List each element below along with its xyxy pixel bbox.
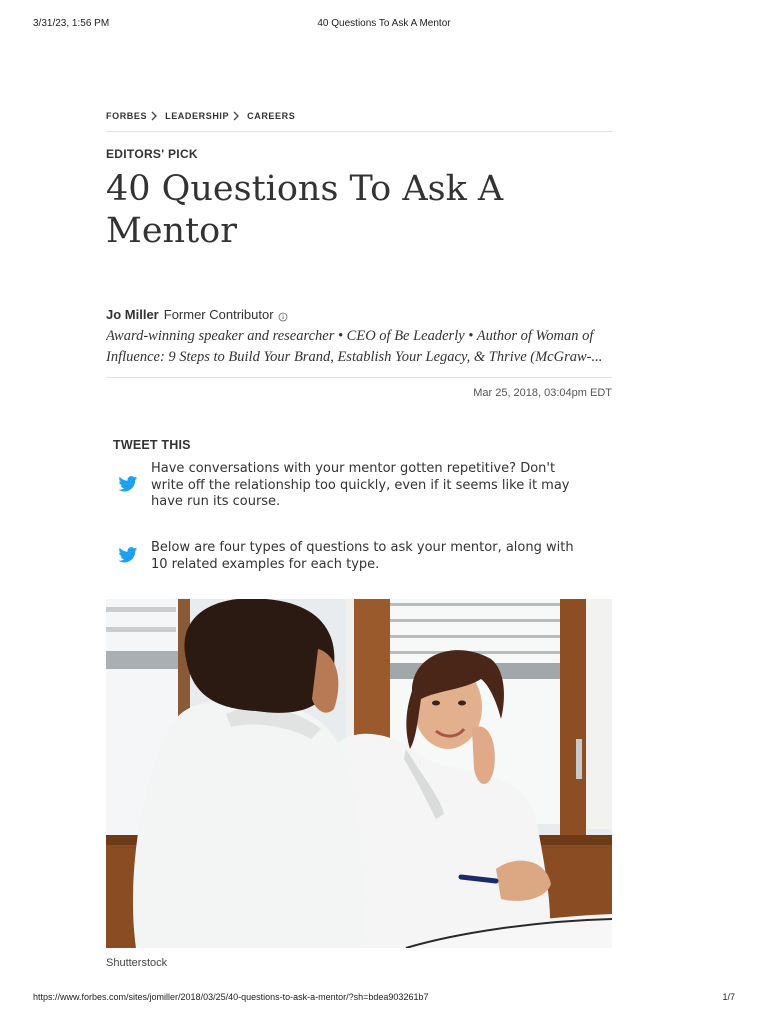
divider [106, 377, 612, 378]
divider [106, 131, 612, 132]
print-url: https://www.forbes.com/sites/jomiller/2018/03/25/40-questions-to-ask-a-mentor/?sh=bdea903261b7 [33, 992, 429, 1002]
byline [106, 307, 288, 322]
chevron-right-icon [231, 111, 245, 121]
publish-date: Mar 25, 2018, 03:04pm EDT [473, 387, 612, 399]
breadcrumb-item-careers[interactable]: CAREERS [247, 111, 296, 121]
page-number: 1/7 [722, 992, 735, 1002]
tweet-quote[interactable] [116, 540, 612, 574]
headline-line: Mentor [106, 211, 237, 251]
author-role: Former Contributor [163, 307, 274, 322]
twitter-bird-icon[interactable] [118, 547, 138, 563]
author-name-link[interactable]: Jo Miller [106, 307, 159, 322]
print-datetime: 3/31/23, 1:56 PM [33, 18, 110, 29]
editors-pick-label: EDITORS' PICK [106, 147, 198, 161]
tweet-this-heading: TWEET THIS [113, 438, 191, 452]
breadcrumb-item-forbes[interactable]: FORBES [106, 111, 148, 121]
author-bio-line: Award-winning speaker and researcher • CEO of Be Leaderly • Author of Woman of [106, 328, 594, 344]
breadcrumb [106, 111, 612, 121]
author-bio [106, 326, 612, 368]
author-bio-line: Influence: 9 Steps to Build Your Brand, Establish Your Legacy, & Thrive (McGraw-... [106, 349, 603, 365]
tweet-text-line: 10 related examples for each type. [151, 556, 380, 572]
article-photo [106, 599, 612, 948]
tweet-quote[interactable] [116, 461, 612, 511]
tweet-text-line: Below are four types of questions to ask your mentor, along with [151, 540, 574, 555]
article-headline [106, 168, 526, 252]
tweet-text-line: write off the relationship too quickly, even if it seems like it may [151, 477, 570, 493]
headline-line: 40 Questions To Ask A [106, 169, 504, 209]
breadcrumb-item-leadership[interactable]: LEADERSHIP [165, 111, 230, 121]
tweet-text [151, 461, 611, 511]
print-header [33, 18, 735, 32]
chevron-right-icon [149, 111, 163, 121]
twitter-bird-icon[interactable] [118, 476, 138, 492]
print-page-title: 40 Questions To Ask A Mentor [317, 18, 451, 29]
tweet-text-line: Have conversations with your mentor gotten repetitive? Don't [151, 461, 556, 476]
tweet-text [151, 540, 611, 573]
tweet-text-line: have run its course. [151, 494, 281, 509]
print-footer [33, 992, 735, 1006]
photo-credit: Shutterstock [106, 957, 168, 969]
info-icon[interactable] [278, 310, 288, 320]
